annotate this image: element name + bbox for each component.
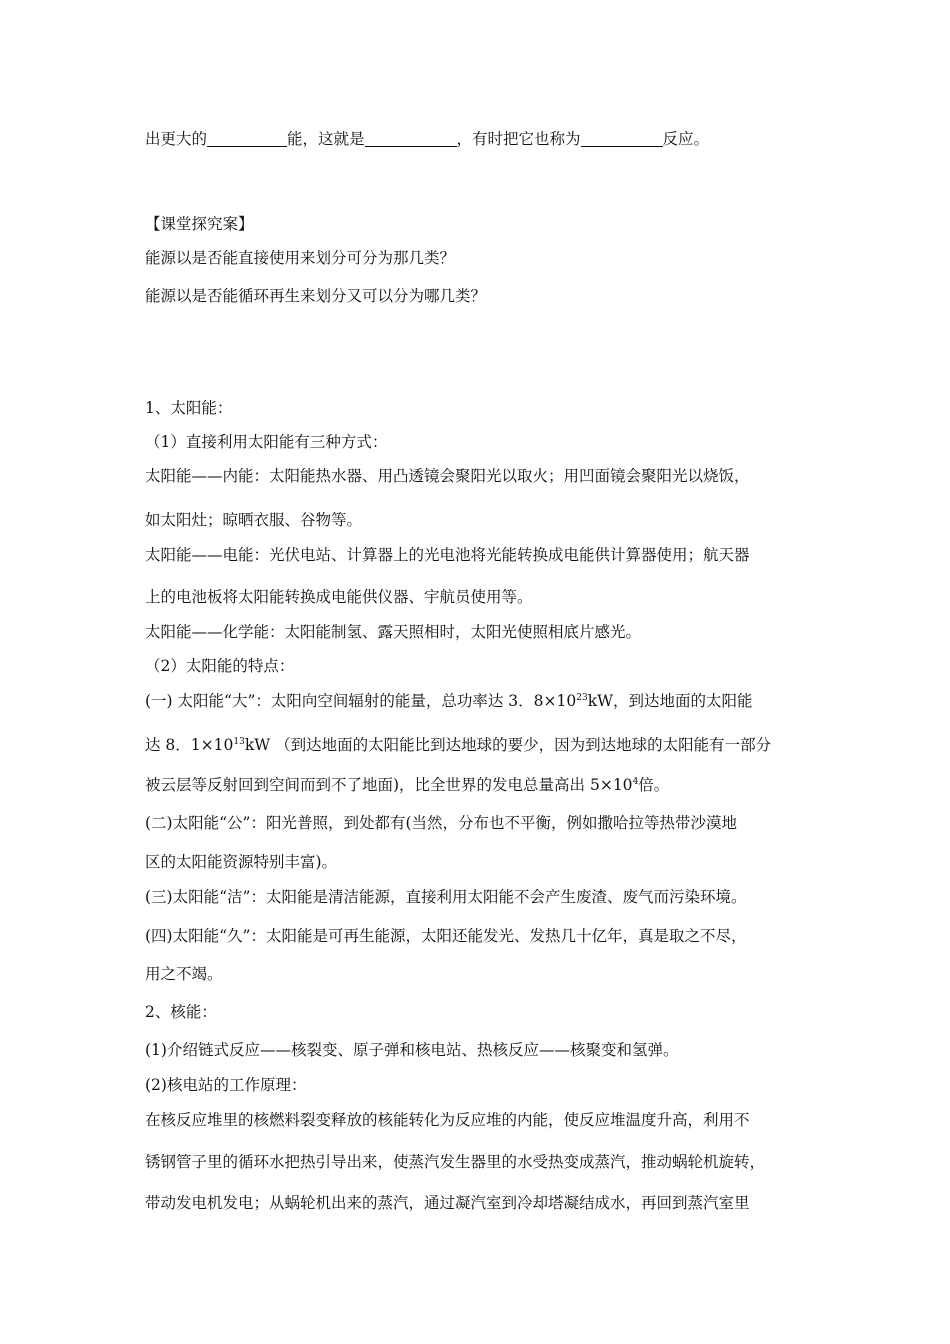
fill-in-blank-3[interactable]	[581, 130, 663, 147]
nuclear-item-2: (2)核电站的工作原理：	[145, 1076, 307, 1094]
nuclear-paragraph-line-2: 锈钢管子里的循环水把热引导出来，使蒸汽发生器里的水受热变成蒸汽，推动蜗轮机旋转，	[145, 1153, 766, 1171]
nuclear-item-1: (1)介绍链式反应——核裂变、原子弹和核电站、热核反应——核聚变和氢弹。	[145, 1041, 679, 1059]
solar-heat-line-2: 如太阳灶；晾晒衣服、谷物等。	[145, 511, 363, 529]
question-2: 能源以是否能循环再生来划分又可以分为哪几类？	[145, 287, 487, 305]
intro-text-3: ，有时把它也称为	[456, 130, 581, 148]
section-title: 【课堂探究案】	[145, 215, 254, 233]
solar-subheading-1: （1）直接利用太阳能有三种方式：	[145, 433, 388, 451]
solar-lasting-line-2: 用之不竭。	[145, 965, 223, 983]
fill-in-blank-2[interactable]	[365, 130, 457, 147]
solar-big-text-b: kW，到达地面的太阳能	[587, 692, 753, 710]
solar-big-text-e: 被云层等反射回到空间而到不了地面)，比全世界的发电总量高出 5×10	[145, 776, 633, 794]
solar-public-line-2: 区的太阳能资源特别丰富)。	[145, 853, 338, 871]
fill-in-blank-1[interactable]	[207, 130, 287, 147]
solar-big-text-f: 倍。	[638, 776, 670, 794]
solar-big-exponent-1: 23	[576, 693, 588, 703]
solar-big-text-a: (一) 太阳能“大”：太阳向空间辐射的能量，总功率达 3．8×10	[145, 692, 577, 710]
intro-line	[145, 129, 709, 149]
solar-chemical-line: 太阳能——化学能：太阳能制氢、露天照相时，太阳光使照相底片感光。	[145, 623, 642, 641]
solar-big-text-d: kW （到达地面的太阳能比到达地球的要少，因为到达地球的太阳能有一部分	[244, 736, 772, 754]
intro-text-1: 出更大的	[145, 130, 208, 148]
question-1: 能源以是否能直接使用来划分可分为那几类？	[145, 249, 456, 267]
solar-big-line-3	[145, 775, 669, 795]
solar-big-text-c: 达 8．1×10	[145, 736, 234, 754]
solar-big-exponent-2: 13	[233, 737, 245, 747]
solar-electric-line-2: 上的电池板将太阳能转换成电能供仪器、宇航员使用等。	[145, 588, 533, 606]
solar-electric-line-1: 太阳能——电能：光伏电站、计算器上的光电池将光能转换成电能供计算器使用；航天器	[145, 546, 750, 564]
solar-public-line-1: (二)太阳能“公”：阳光普照，到处都有(当然，分布也不平衡，例如撒哈拉等热带沙漠地	[145, 814, 737, 832]
intro-text-4: 反应。	[662, 130, 710, 148]
solar-lasting-line-1: (四)太阳能“久”：太阳能是可再生能源，太阳还能发光、发热几十亿年，真是取之不尽，	[145, 927, 747, 945]
intro-text-2: 能，这就是	[287, 130, 365, 148]
nuclear-paragraph-line-3: 带动发电机发电；从蜗轮机出来的蒸汽，通过凝汽室到冷却塔凝结成水，再回到蒸汽室里	[145, 1194, 750, 1212]
solar-clean-line: (三)太阳能“洁”：太阳能是清洁能源，直接利用太阳能不会产生废渣、废气而污染环境。	[145, 888, 747, 906]
solar-big-line-1	[145, 691, 753, 711]
nuclear-paragraph-line-1: 在核反应堆里的核燃料裂变释放的核能转化为反应堆的内能，使反应堆温度升高，利用不	[145, 1111, 750, 1129]
nuclear-heading: 2、核能：	[145, 1003, 217, 1021]
solar-heading: 1、太阳能：	[145, 399, 233, 417]
solar-subheading-2: （2）太阳能的特点：	[145, 657, 295, 675]
solar-big-exponent-3: 4	[632, 777, 639, 787]
solar-big-line-2	[145, 735, 771, 755]
solar-heat-line-1: 太阳能——内能：太阳能热水器、用凸透镜会聚阳光以取火；用凹面镜会聚阳光以烧饭，	[145, 467, 750, 485]
